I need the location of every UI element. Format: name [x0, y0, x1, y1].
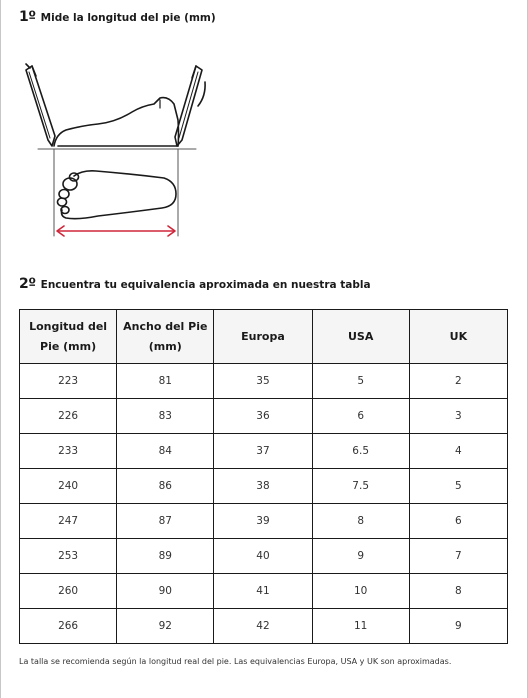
header-line: Europa [241, 329, 285, 343]
left-pencil-icon [26, 64, 55, 146]
cell-foot-length: 226 [20, 399, 117, 434]
step-2-heading [19, 276, 371, 292]
header-line: USA [347, 329, 374, 343]
cell-foot-width: 90 [117, 574, 214, 609]
cell-foot-width: 84 [117, 434, 214, 469]
cell-foot-length: 240 [20, 469, 117, 504]
header-europe [214, 310, 312, 364]
header-uk [409, 310, 507, 364]
table-row [20, 574, 508, 609]
cell-foot-length: 233 [20, 434, 117, 469]
cell-uk: 2 [409, 364, 507, 399]
cell-uk: 3 [409, 399, 507, 434]
cell-usa: 6 [312, 399, 409, 434]
cell-foot-length: 247 [20, 504, 117, 539]
cell-foot-length: 260 [20, 574, 117, 609]
cell-foot-width: 89 [117, 539, 214, 574]
cell-uk: 8 [409, 574, 507, 609]
table-header-row [20, 310, 508, 364]
cell-uk: 7 [409, 539, 507, 574]
cell-europe: 36 [214, 399, 312, 434]
cell-uk: 5 [409, 469, 507, 504]
cell-europe: 37 [214, 434, 312, 469]
cell-europe: 39 [214, 504, 312, 539]
right-pencil-icon [175, 66, 205, 146]
cell-uk: 6 [409, 504, 507, 539]
table-row [20, 364, 508, 399]
foot-side-view-icon [54, 98, 179, 146]
cell-usa: 8 [312, 504, 409, 539]
cell-usa: 11 [312, 609, 409, 644]
header-line: (mm) [148, 339, 182, 353]
step-1-text: Mide la longitud del pie (mm) [40, 12, 216, 24]
step-2-number: 2º [19, 276, 36, 292]
cell-foot-length: 266 [20, 609, 117, 644]
cell-europe: 38 [214, 469, 312, 504]
header-line: Longitud del [29, 319, 108, 333]
cell-europe: 40 [214, 539, 312, 574]
left-border [0, 0, 1, 698]
cell-europe: 42 [214, 609, 312, 644]
header-line: Ancho del Pie [123, 319, 208, 333]
header-line: UK [449, 329, 468, 343]
cell-usa: 7.5 [312, 469, 409, 504]
table-row [20, 504, 508, 539]
cell-foot-width: 92 [117, 609, 214, 644]
cell-foot-length: 253 [20, 539, 117, 574]
cell-foot-width: 87 [117, 504, 214, 539]
table-row [20, 609, 508, 644]
header-foot-length [20, 310, 117, 364]
table-row [20, 434, 508, 469]
cell-usa: 9 [312, 539, 409, 574]
footnote: La talla se recomienda según la longitud real del pie. Las equivalencias Europa, USA y UK son aproximadas. [19, 657, 452, 666]
header-line: Pie (mm) [40, 339, 97, 353]
foot-measure-icon [22, 60, 212, 245]
cell-europe: 41 [214, 574, 312, 609]
cell-foot-width: 81 [117, 364, 214, 399]
cell-uk: 4 [409, 434, 507, 469]
header-foot-width [117, 310, 214, 364]
table-row [20, 539, 508, 574]
cell-usa: 5 [312, 364, 409, 399]
cell-usa: 10 [312, 574, 409, 609]
length-arrow-icon [57, 226, 175, 236]
cell-europe: 35 [214, 364, 312, 399]
table-row [20, 399, 508, 434]
cell-foot-length: 223 [20, 364, 117, 399]
header-usa [312, 310, 409, 364]
foot-top-view-icon [58, 171, 177, 219]
step-1-number: 1º [19, 9, 36, 25]
cell-foot-width: 83 [117, 399, 214, 434]
cell-foot-width: 86 [117, 469, 214, 504]
table-row [20, 469, 508, 504]
size-equivalence-table [19, 309, 508, 644]
step-2-text: Encuentra tu equivalencia aproximada en nuestra tabla [40, 279, 371, 291]
step-1-heading [19, 9, 216, 25]
cell-usa: 6.5 [312, 434, 409, 469]
cell-uk: 9 [409, 609, 507, 644]
